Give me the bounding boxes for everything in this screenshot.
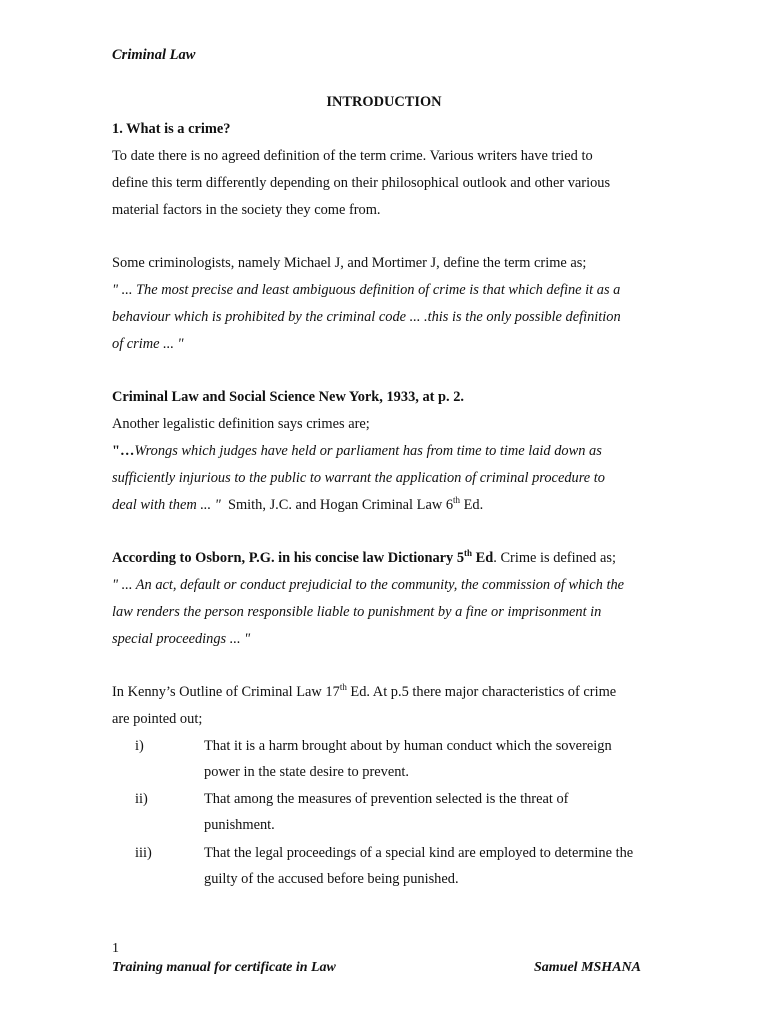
list-number: ii) xyxy=(135,791,148,807)
section-title: 1. What is a crime? xyxy=(112,121,231,137)
quote-line: law renders the person responsible liable to punishment by a fine or imprisonment in xyxy=(112,604,602,620)
quote-line: special proceedings ... " xyxy=(112,631,251,647)
body-line: are pointed out; xyxy=(112,711,203,727)
body-line: define this term differently depending on their philosophical outlook and other various xyxy=(112,175,611,191)
bold-lead: According to Osborn, P.G. in his concise law Dictionary 5 xyxy=(112,550,465,566)
list-item-line: That among the measures of prevention selected is the threat of xyxy=(204,791,569,807)
quote-line xyxy=(112,441,602,461)
bold-end: Ed xyxy=(472,550,494,566)
page-number: 1 xyxy=(112,941,119,956)
quote-line: " ... The most precise and least ambiguous definition of crime is that which define it as a xyxy=(112,282,621,298)
list-item-line: guilty of the accused before being punished. xyxy=(204,871,459,887)
quote-open: "… xyxy=(112,443,135,459)
running-header-title: Criminal Law xyxy=(112,47,196,63)
quote-line: " ... An act, default or conduct prejudicial to the community, the commission of which the xyxy=(112,577,625,593)
quote-line: sufficiently injurious to the public to warrant the application of criminal procedure to xyxy=(112,470,605,486)
superscript: th xyxy=(464,548,473,559)
list-number: i) xyxy=(135,738,144,754)
footer-author: Samuel MSHANA xyxy=(534,960,641,975)
list-number: iii) xyxy=(135,845,152,861)
source-text: Smith, J.C. and Hogan Criminal Law 6 xyxy=(227,497,454,513)
superscript: th xyxy=(453,495,461,506)
body-line xyxy=(112,682,616,702)
footer-title: Training manual for certificate in Law xyxy=(112,960,336,975)
quote-line xyxy=(112,495,483,515)
quote-line: of crime ... " xyxy=(112,336,184,352)
body-line xyxy=(112,548,616,568)
source-end: Ed. xyxy=(460,497,484,513)
list-item-line: That it is a harm brought about by human conduct which the sovereign xyxy=(204,738,612,754)
superscript: th xyxy=(339,682,347,693)
body-line: material factors in the society they come from. xyxy=(112,202,381,218)
list-item-line: power in the state desire to prevent. xyxy=(204,764,409,780)
body-text: In Kenny’s Outline of Criminal Law 17 xyxy=(112,684,340,700)
quote-line: behaviour which is prohibited by the criminal code ... .this is the only possible definition xyxy=(112,309,621,325)
quote-text: deal with them ... " xyxy=(112,497,221,513)
body-line: Another legalistic definition says crimes are; xyxy=(112,416,370,432)
citation-line: Criminal Law and Social Science New York, 1933, at p. 2. xyxy=(112,389,465,405)
body-line: To date there is no agreed definition of the term crime. Various writers have tried to xyxy=(112,148,593,164)
body-text: Ed. At p.5 there major characteristics of crime xyxy=(346,684,617,700)
list-item-line: punishment. xyxy=(204,817,275,833)
body-text: . Crime is defined as; xyxy=(493,550,616,566)
quote-text: Wrongs which judges have held or parliament has from time to time laid down as xyxy=(134,443,602,459)
list-item-line: That the legal proceedings of a special kind are employed to determine the xyxy=(204,845,634,861)
page-heading: INTRODUCTION xyxy=(326,94,442,110)
body-line: Some criminologists, namely Michael J, and Mortimer J, define the term crime as; xyxy=(112,255,587,271)
